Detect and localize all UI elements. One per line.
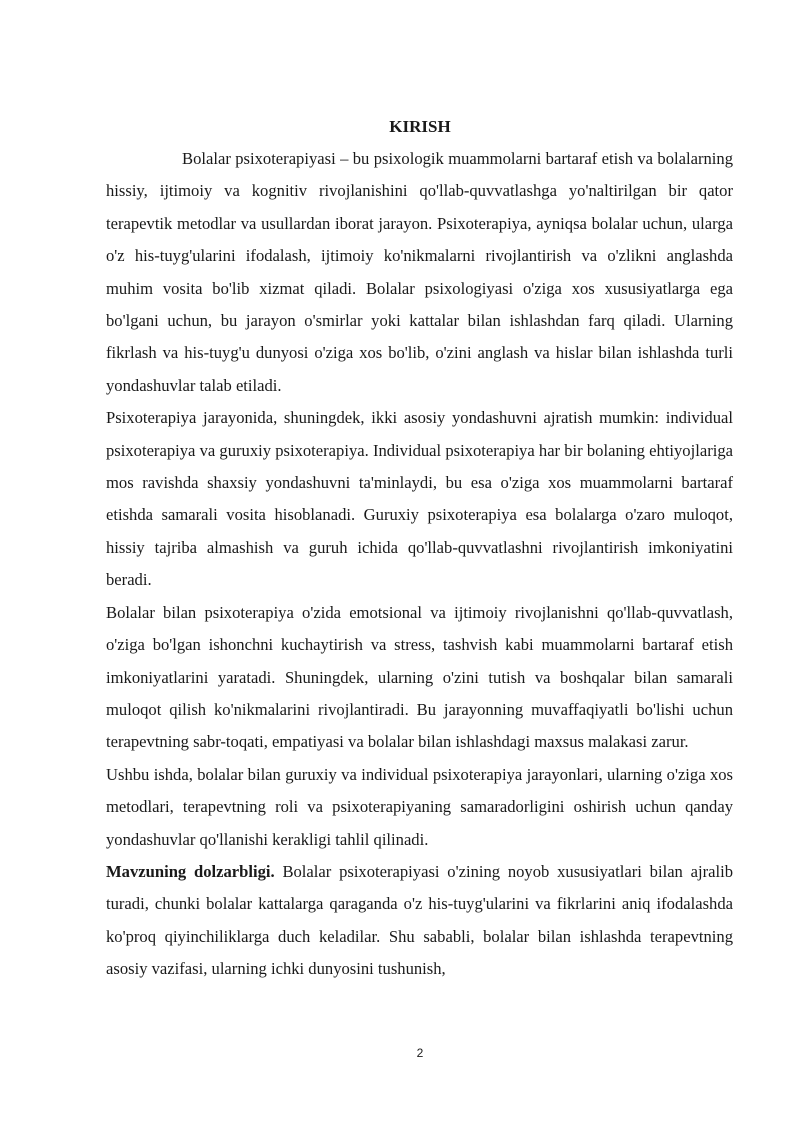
paragraph-text: Bolalar psixoterapiyasi o'zining noyob xususiyatlari bilan ajralib turadi, chunki bolalar kattalarga qaraganda o'z his-tuyg'ularini va fikrlarini aniq ifodalashda ko'proq qiyinchiliklarga duch keladilar. Shu sababli, bolalar bilan ishlashda terapevtning asosiy vazifasi, ularning ichki dunyosini tushunish, xyxy=(106,861,734,979)
document-body xyxy=(106,143,733,986)
paragraph-intro xyxy=(106,143,733,402)
paragraph-text: Ushbu ishda, bolalar bilan guruxiy va individual psixoterapiya jarayonlari, ularning o'ziga xos metodlari, terapevtning roli va psixoterapiyaning samaradorligini oshirish uchun qanday yondashuvlar qo'llanishi kerakligi tahlil qilinadi. xyxy=(106,764,733,849)
paragraph-benefits xyxy=(106,597,733,759)
paragraph-relevance xyxy=(106,856,733,986)
paragraph-text: Psixoterapiya jarayonida, shuningdek, ikki asosiy yondashuvni ajratish mumkin: individual psixoterapiya va guruxiy psixoterapiya. Individual psixoterapiya har bir bolaning ehtiyojlariga mos ravishda shaxsiy yondashuvni ta'minlaydi, bu esa o'ziga xos muammolarni bartaraf etishda samarali vosita hisoblanadi. Guruxiy psixoterapiya esa bolalarga o'zaro muloqot, hissiy tajriba almashish va guruh ichida qo'llab-quvvatlashni rivojlantirish imkoniyatini beradi. xyxy=(106,408,733,590)
paragraph-approaches xyxy=(106,402,733,596)
paragraph-scope xyxy=(106,759,733,856)
page-number: 2 xyxy=(416,1046,424,1060)
paragraph-text: Bolalar bilan psixoterapiya o'zida emotsional va ijtimoiy rivojlanishni qo'llab-quvvatlash, o'ziga bo'lgan ishonchni kuchaytirish va stress, tashvish kabi muammolarni bartaraf etish imkoniyatlarini yaratadi. Shuningdek, ularning o'zini tutish va boshqalar bilan samarali muloqot qilish ko'nikmalarini rivojlantiradi. Bu jarayonning muvaffaqiyatli bo'lishi uchun terapevtning sabr-toqati, empatiyasi va bolalar bilan ishlashdagi maxsus malakasi zarur. xyxy=(106,602,733,752)
section-heading: KIRISH xyxy=(389,117,451,136)
paragraph-text: Bolalar psixoterapiyasi – bu psixologik muammolarni bartaraf etish va bolalarning hissiy, ijtimoiy va kognitiv rivojlanishini qo'llab-quvvatlashga yo'naltirilgan bir qator terapevtik metodlar va usullardan iborat jarayon. Psixoterapiya, ayniqsa bolalar uchun, ularga o'z his-tuyg'ularini ifodalash, ijtimoiy ko'nikmalarni rivojlantirish va o'zlikni anglashda muhim vosita bo'lib xizmat qiladi. Bolalar psixologiyasi o'ziga xos xususiyatlarga ega bo'lgani uchun, bu jarayon o'smirlar yoki kattalar bilan ishlashdan farq qiladi. Ularning fikrlash va his-tuyg'u dunyosi o'ziga xos bo'lib, o'zini anglash va hislar bilan ishlashda turli yondashuvlar talab etiladi. xyxy=(106,149,733,395)
paragraph-lead: Mavzuning dolzarbligi. xyxy=(106,861,275,881)
